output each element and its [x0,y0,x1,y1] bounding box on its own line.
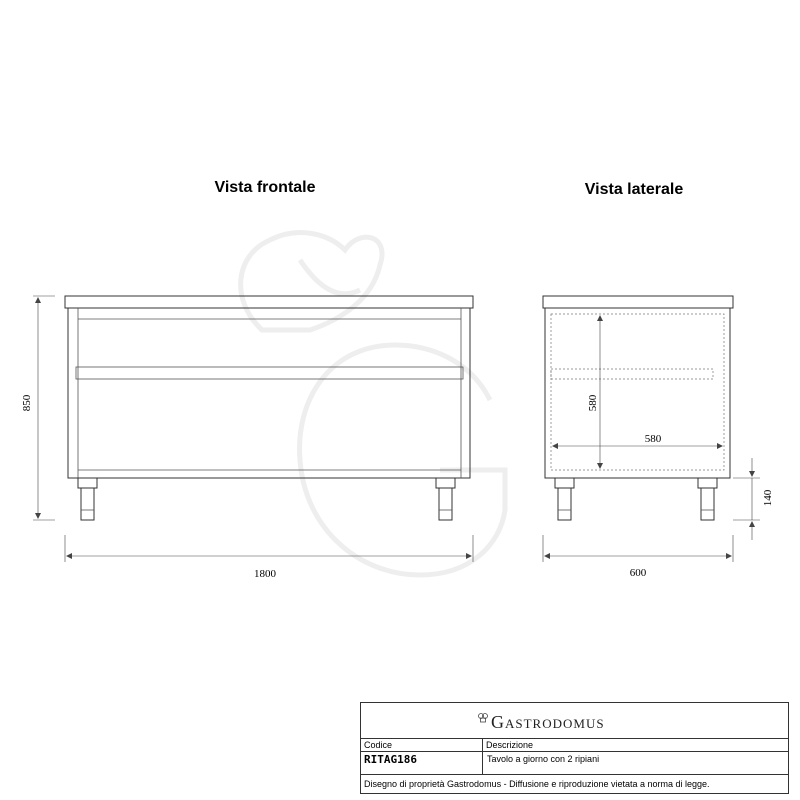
code-value: RITAG186 [364,753,417,766]
title-block-info-row [361,739,788,775]
code-label: Codice [364,740,393,750]
side-top-slab [543,296,733,308]
description-value: Tavolo a giorno con 2 ripiani [487,754,600,764]
front-view [21,296,473,580]
side-foot-left [555,478,574,520]
front-top-slab [65,296,473,308]
brand-name: GASTRODOMUS [491,712,605,732]
front-middle-shelf [76,367,463,379]
front-view-title: Vista frontale [214,179,316,196]
side-foot-height-label: 140 [762,489,774,507]
front-body [68,308,470,478]
description-label: Descrizione [486,740,534,750]
chef-hat-icon [477,711,489,723]
ownership-notice: Disegno di proprietà Gastrodomus - Diffusione e riproduzione vietata a norma di legge. [364,779,710,789]
side-inner-frame [551,314,724,470]
side-middle-shelf [551,369,713,379]
side-foot-right [698,478,717,520]
title-block [360,702,789,794]
side-inner-width-label: 580 [644,433,662,445]
code-cell [361,739,483,774]
side-width-label: 600 [629,567,647,579]
title-block-logo-row [361,703,788,739]
front-height-label: 850 [21,394,33,412]
front-foot-left [78,478,97,520]
watermark-logo [241,233,505,575]
front-foot-right [436,478,455,520]
side-inner-height-label: 580 [587,394,599,412]
front-width-label: 1800 [254,568,276,580]
brand-logo-text [491,712,605,733]
side-view-title: Vista laterale [584,181,684,198]
side-body [545,308,730,478]
side-view [543,296,774,579]
description-cell [483,739,788,774]
